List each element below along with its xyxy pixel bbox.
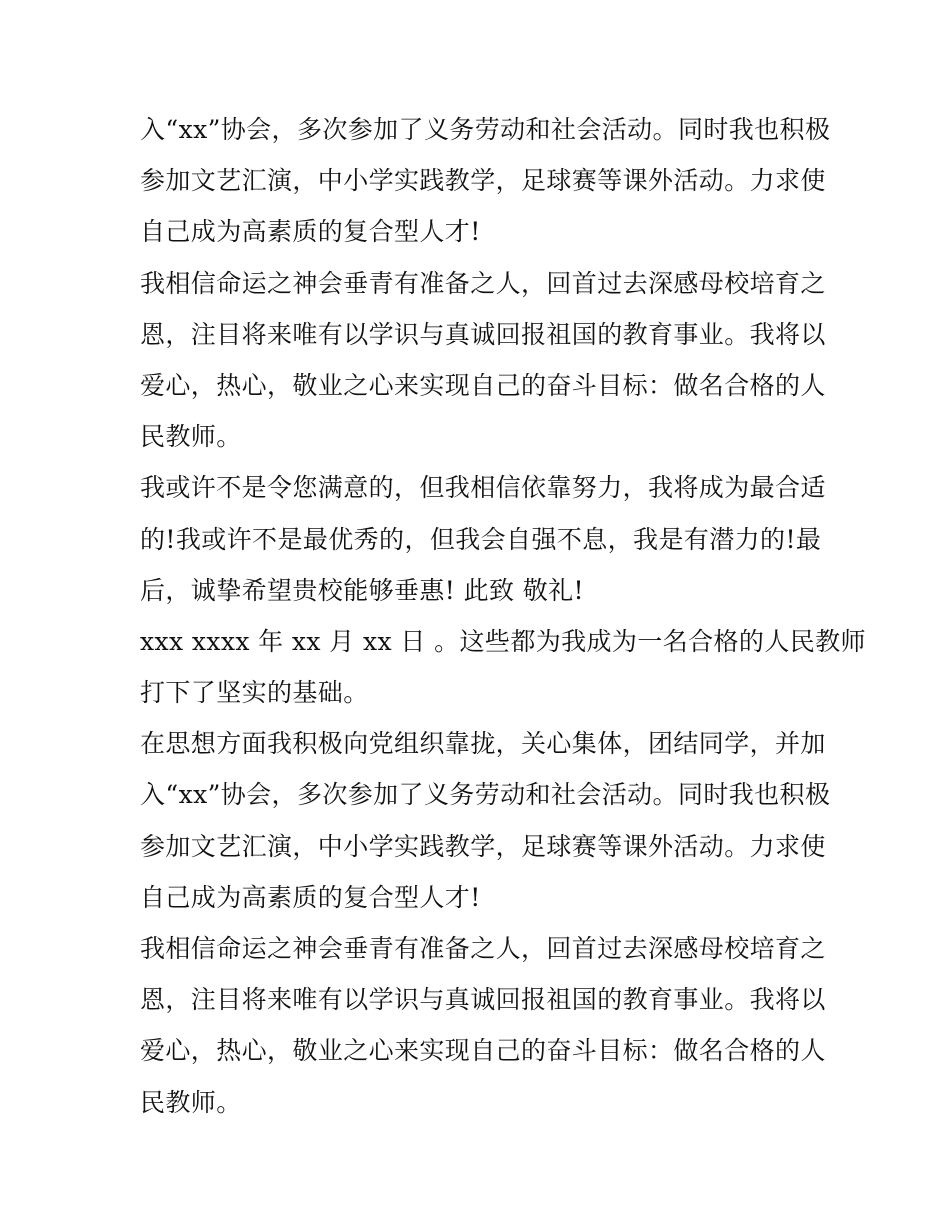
text-line: 后，诚挚希望贵校能够垂惠! 此致 敬礼! — [140, 575, 584, 605]
text-line: 我或许不是令您满意的，但我相信依靠努力，我将成为最合适 — [140, 473, 826, 503]
text-line: 参加文艺汇演，中小学实践教学，足球赛等课外活动。力求使 — [140, 831, 826, 861]
text-line: 参加文艺汇演，中小学实践教学，足球赛等课外活动。力求使 — [140, 166, 826, 196]
text-line: 入“xx”协会，多次参加了义务劳动和社会活动。同时我也积极 — [140, 780, 831, 810]
text-line: 我相信命运之神会垂青有准备之人，回首过去深感母校培育之 — [140, 934, 826, 963]
text-line: 民教师。 — [140, 422, 242, 452]
text-line: 入“xx”协会，多次参加了义务劳动和社会活动。同时我也积极 — [140, 115, 831, 144]
text-line: 的!我或许不是最优秀的，但我会自强不息，我是有潜力的!最 — [140, 524, 822, 554]
document-body — [140, 104, 866, 1128]
text-line: 民教师。 — [140, 1087, 242, 1117]
text-line: 自己成为高素质的复合型人才! — [140, 217, 481, 247]
text-line: 打下了坚实的基础。 — [140, 678, 369, 708]
text-line: 爱心，热心，敬业之心来实现自己的奋斗目标：做名合格的人 — [140, 370, 826, 400]
text-line: 自己成为高素质的复合型人才! — [140, 882, 481, 912]
text-line: 爱心，热心，敬业之心来实现自己的奋斗目标：做名合格的人 — [140, 1036, 826, 1066]
text-line: 恩，注目将来唯有以学识与真诚回报祖国的教育事业。我将以 — [140, 319, 826, 349]
text-line: 我相信命运之神会垂青有准备之人，回首过去深感母校培育之 — [140, 268, 826, 298]
text-line: 恩，注目将来唯有以学识与真诚回报祖国的教育事业。我将以 — [140, 985, 826, 1015]
text-line: 在思想方面我积极向党组织靠拢，关心集体，团结同学，并加 — [140, 729, 826, 759]
text-line: xxx xxxx 年 xx 月 xx 日 。这些都为我成为一名合格的人民教师 — [140, 626, 866, 656]
